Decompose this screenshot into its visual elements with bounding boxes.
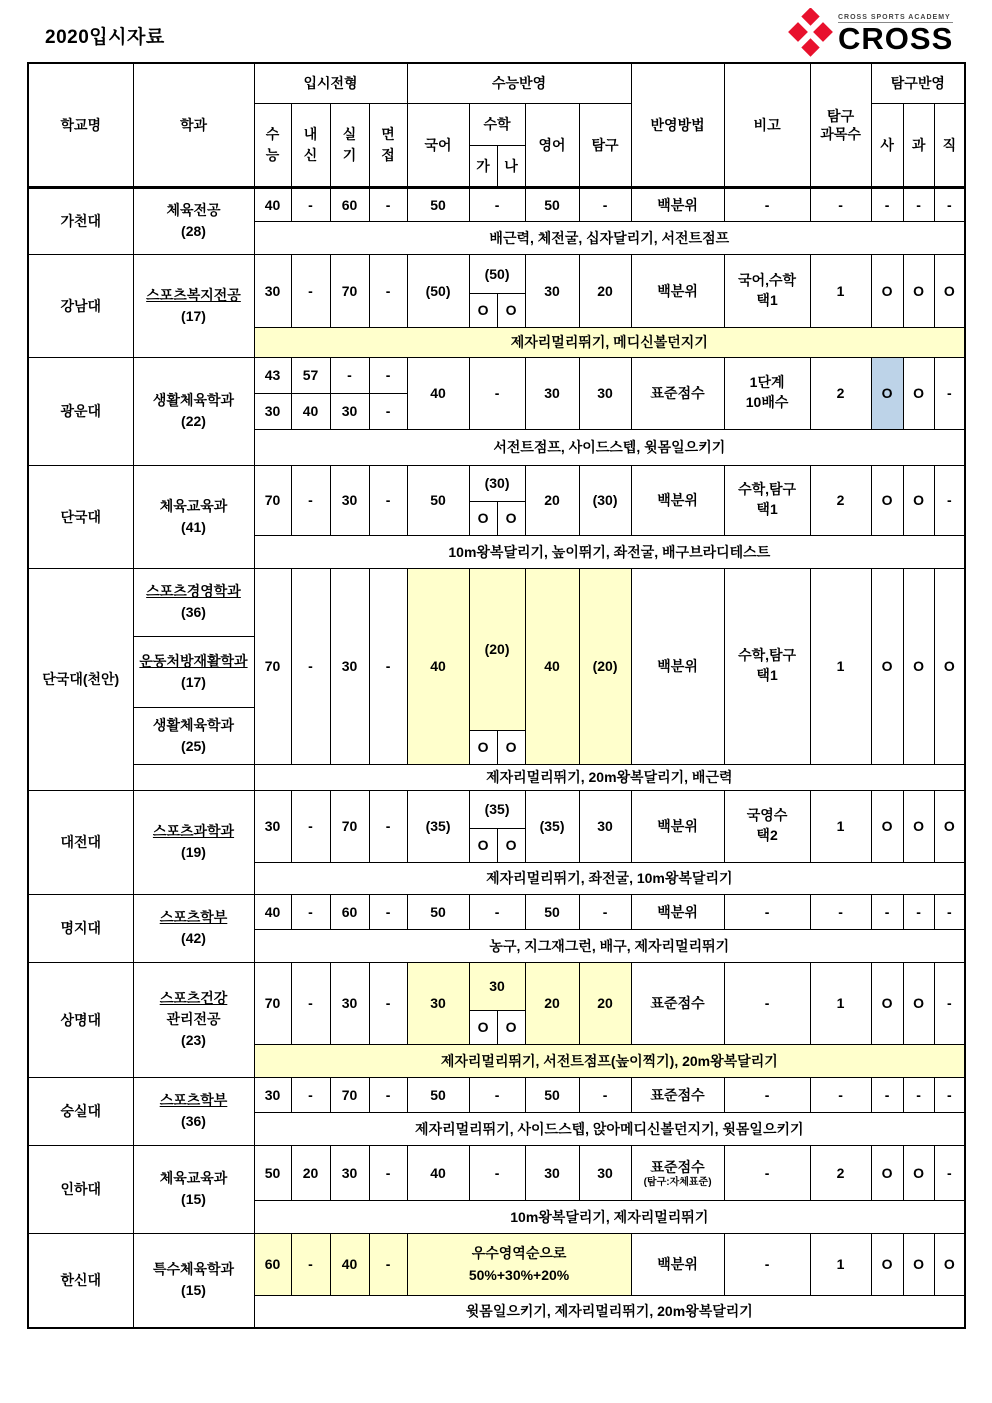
score-cell: -: [291, 790, 330, 862]
score-cell: 50: [407, 1077, 469, 1112]
score-cell: 30: [330, 393, 369, 429]
score-cell: -: [579, 894, 631, 929]
sa-cell: O: [871, 1233, 903, 1295]
note-cell: -: [724, 962, 810, 1044]
score-cell: (20): [579, 568, 631, 764]
table-row: [28, 568, 965, 637]
math-split-cell: (30) O O: [469, 465, 525, 535]
score-cell: 30: [579, 1145, 631, 1200]
events-cell: 10m왕복달리기, 제자리멀리뛰기: [254, 1200, 965, 1233]
sa-cell: O: [871, 254, 903, 327]
method-cell: 표준점수 (탐구:자체표준): [631, 1145, 724, 1200]
method-cell: 백분위: [631, 790, 724, 862]
jik-cell: -: [934, 1077, 965, 1112]
jik-cell: -: [934, 357, 965, 429]
dept-cell: 생활체육학과 (22): [133, 357, 254, 465]
jik-cell: -: [934, 894, 965, 929]
gwa-cell: -: [903, 187, 934, 221]
score-cell: -: [469, 1145, 525, 1200]
score-cell: 30: [330, 465, 369, 535]
col-header-english: 영어: [525, 103, 579, 187]
score-cell: 40: [291, 393, 330, 429]
col-group-admission: 입시전형: [254, 63, 407, 103]
sa-cell: O: [871, 962, 903, 1044]
score-cell: -: [469, 1077, 525, 1112]
score-cell: -: [291, 962, 330, 1044]
score-cell: 30: [254, 790, 291, 862]
score-cell: -: [369, 962, 407, 1044]
score-cell: -: [369, 1233, 407, 1295]
math-split-cell: 30 O O: [469, 962, 525, 1044]
gwa-cell: O: [903, 254, 934, 327]
col-header-korean: 국어: [407, 103, 469, 187]
score-cell: -: [291, 1233, 330, 1295]
events-cell: 제자리멀리뛰기, 메디신볼던지기: [254, 327, 965, 357]
score-cell: -: [369, 568, 407, 764]
dept-cell: 스포츠복지전공 (17): [133, 254, 254, 357]
count-cell: 1: [810, 1233, 871, 1295]
col-header-tamgu: 탐구: [579, 103, 631, 187]
score-cell: -: [469, 894, 525, 929]
school-cell: 인하대: [28, 1145, 133, 1233]
score-cell: 20: [579, 962, 631, 1044]
jik-cell: -: [934, 962, 965, 1044]
gwa-cell: O: [903, 962, 934, 1044]
score-cell: 20: [291, 1145, 330, 1200]
gwa-cell: O: [903, 357, 934, 429]
score-cell: 50: [525, 1077, 579, 1112]
score-cell: 70: [330, 1077, 369, 1112]
table-row: [28, 764, 965, 790]
dept-cell: 체육전공 (28): [133, 187, 254, 254]
score-cell: 30: [525, 357, 579, 429]
score-cell: 60: [254, 1233, 291, 1295]
score-cell: -: [469, 187, 525, 221]
score-cell: 40: [254, 894, 291, 929]
score-cell: -: [369, 1077, 407, 1112]
logo-tagline: CROSS SPORTS ACADEMY: [838, 14, 953, 23]
score-cell: 20: [579, 254, 631, 327]
score-cell: -: [579, 187, 631, 221]
method-cell: 표준점수: [631, 962, 724, 1044]
note-cell: -: [724, 1077, 810, 1112]
school-cell: 단국대: [28, 465, 133, 568]
score-cell: -: [291, 568, 330, 764]
col-header-jik: 직: [934, 103, 965, 187]
csat-merged-cell: 우수영역순으로 50%+30%+20%: [407, 1233, 631, 1295]
gwa-cell: O: [903, 465, 934, 535]
score-cell: 30: [330, 1145, 369, 1200]
col-header-gwa: 과: [903, 103, 934, 187]
note-cell: 수학,탐구 택1: [724, 568, 810, 764]
count-cell: 2: [810, 465, 871, 535]
dept-cell: 스포츠건강 관리전공 (23): [133, 962, 254, 1077]
note-cell: -: [724, 1145, 810, 1200]
col-header-sa: 사: [871, 103, 903, 187]
col-header-csat-score: 수능: [254, 103, 291, 187]
count-cell: 2: [810, 1145, 871, 1200]
score-cell: -: [469, 357, 525, 429]
dept-cell: 체육교육과 (41): [133, 465, 254, 568]
method-cell: 표준점수: [631, 357, 724, 429]
col-group-csat: 수능반영: [407, 63, 631, 103]
school-cell: 가천대: [28, 187, 133, 254]
score-cell: 30: [579, 790, 631, 862]
events-cell: 제자리멀리뛰기, 20m왕복달리기, 배근력: [254, 764, 965, 790]
note-cell: -: [724, 894, 810, 929]
school-cell: 한신대: [28, 1233, 133, 1328]
score-cell: -: [291, 894, 330, 929]
score-cell: 70: [330, 254, 369, 327]
gwa-cell: -: [903, 1077, 934, 1112]
note-cell: 국어,수학 택1: [724, 254, 810, 327]
score-cell: 57: [291, 357, 330, 393]
note-cell: -: [724, 1233, 810, 1295]
events-cell: 제자리멀리뛰기, 사이드스텝, 앉아메디신볼던지기, 윗몸일으키기: [254, 1112, 965, 1145]
dept-cell: 스포츠경영학과 (36): [133, 568, 254, 637]
count-cell: 2: [810, 357, 871, 429]
method-cell: 백분위: [631, 894, 724, 929]
score-cell: 40: [407, 357, 469, 429]
jik-cell: O: [934, 1233, 965, 1295]
score-cell: 40: [525, 568, 579, 764]
jik-cell: -: [934, 187, 965, 221]
count-cell: 1: [810, 568, 871, 764]
score-cell: 50: [525, 187, 579, 221]
dept-cell: 스포츠과학과 (19): [133, 790, 254, 894]
cross-diamonds-icon: [788, 8, 834, 58]
table-row: [28, 790, 965, 862]
school-cell: 명지대: [28, 894, 133, 962]
note-cell: 1단계 10배수: [724, 357, 810, 429]
table-row: [28, 1145, 965, 1200]
dept-cell: 스포츠학부 (42): [133, 894, 254, 962]
method-cell: 백분위: [631, 568, 724, 764]
logo-brand: CROSS: [838, 21, 954, 56]
col-header-practical: 실기: [330, 103, 369, 187]
dept-cell: 생활체육학과 (25): [133, 707, 254, 764]
score-cell: 40: [407, 568, 469, 764]
count-cell: 1: [810, 962, 871, 1044]
score-cell: -: [369, 894, 407, 929]
score-cell: 30: [407, 962, 469, 1044]
score-cell: -: [369, 357, 407, 393]
events-cell: 배근력, 체전굴, 십자달리기, 서전트점프: [254, 221, 965, 254]
score-cell: (50): [407, 254, 469, 327]
jik-cell: -: [934, 1145, 965, 1200]
jik-cell: O: [934, 254, 965, 327]
jik-cell: O: [934, 790, 965, 862]
score-cell: 30: [525, 254, 579, 327]
col-header-school: 학교명: [28, 63, 133, 187]
table-row: [28, 357, 965, 393]
score-cell: 50: [254, 1145, 291, 1200]
sa-cell: O: [871, 568, 903, 764]
school-cell: 상명대: [28, 962, 133, 1077]
score-cell: 20: [525, 962, 579, 1044]
school-cell: 단국대(천안): [28, 568, 133, 790]
sa-cell: -: [871, 187, 903, 221]
table-row: [28, 187, 965, 221]
events-cell: 윗몸일으키기, 제자리멀리뛰기, 20m왕복달리기: [254, 1295, 965, 1328]
method-cell: 백분위: [631, 254, 724, 327]
school-cell: 광운대: [28, 357, 133, 465]
score-cell: 70: [254, 465, 291, 535]
score-cell: 43: [254, 357, 291, 393]
score-cell: 50: [407, 894, 469, 929]
score-cell: -: [579, 1077, 631, 1112]
count-cell: -: [810, 894, 871, 929]
score-cell: -: [369, 187, 407, 221]
table-row: [28, 254, 965, 327]
score-cell: 60: [330, 894, 369, 929]
score-cell: (35): [525, 790, 579, 862]
school-cell: 숭실대: [28, 1077, 133, 1145]
col-group-inquiry: 탐구반영: [871, 63, 965, 103]
score-cell: 40: [254, 187, 291, 221]
dept-cell: 스포츠학부 (36): [133, 1077, 254, 1145]
score-cell: 30: [254, 1077, 291, 1112]
events-cell: 농구, 지그재그런, 배구, 제자리멀리뛰기: [254, 929, 965, 962]
sa-cell: -: [871, 1077, 903, 1112]
sa-cell: O: [871, 790, 903, 862]
cross-logo: [788, 8, 953, 58]
gwa-cell: O: [903, 1145, 934, 1200]
score-cell: -: [330, 357, 369, 393]
table-row: [28, 1077, 965, 1112]
score-cell: 30: [330, 568, 369, 764]
math-split-cell: (50) O O: [469, 254, 525, 327]
events-cell: 10m왕복달리기, 높이뛰기, 좌전굴, 배구브라디테스트: [254, 535, 965, 568]
score-cell: 60: [330, 187, 369, 221]
table-row: [28, 962, 965, 1044]
score-cell: 50: [407, 465, 469, 535]
col-header-gpa: 내신: [291, 103, 330, 187]
score-cell: -: [369, 254, 407, 327]
gwa-cell: O: [903, 790, 934, 862]
events-cell: 제자리멀리뛰기, 좌전굴, 10m왕복달리기: [254, 862, 965, 894]
score-cell: 30: [254, 393, 291, 429]
gwa-cell: -: [903, 894, 934, 929]
score-cell: 20: [525, 465, 579, 535]
method-cell: 백분위: [631, 1233, 724, 1295]
score-cell: -: [291, 254, 330, 327]
score-cell: 70: [330, 790, 369, 862]
col-header-math: 수학: [469, 103, 525, 145]
score-cell: -: [369, 393, 407, 429]
note-cell: 수학,탐구 택1: [724, 465, 810, 535]
table-row: [28, 1233, 965, 1295]
dept-cell: 운동처방재활학과 (17): [133, 637, 254, 708]
col-header-inquiry-count: 탐구 과목수: [810, 63, 871, 187]
col-header-math-ga: 가: [469, 145, 497, 187]
score-cell: -: [369, 465, 407, 535]
dept-cell: 체육교육과 (15): [133, 1145, 254, 1233]
note-cell: -: [724, 187, 810, 221]
score-cell: 40: [330, 1233, 369, 1295]
score-cell: -: [291, 187, 330, 221]
school-cell: 강남대: [28, 254, 133, 357]
score-cell: 30: [525, 1145, 579, 1200]
col-header-interview: 면접: [369, 103, 407, 187]
score-cell: 40: [407, 1145, 469, 1200]
score-cell: 30: [579, 357, 631, 429]
score-cell: -: [369, 1145, 407, 1200]
math-split-cell: (20) O O: [469, 568, 525, 764]
gwa-cell: O: [903, 1233, 934, 1295]
page-title: 2020입시자료: [45, 27, 165, 48]
score-cell: (35): [407, 790, 469, 862]
count-cell: -: [810, 187, 871, 221]
score-cell: 50: [407, 187, 469, 221]
note-cell: 국영수 택2: [724, 790, 810, 862]
col-header-dept: 학과: [133, 63, 254, 187]
count-cell: 1: [810, 790, 871, 862]
score-cell: (30): [579, 465, 631, 535]
col-header-note: 비고: [724, 63, 810, 187]
score-cell: 30: [330, 962, 369, 1044]
score-cell: 50: [525, 894, 579, 929]
count-cell: -: [810, 1077, 871, 1112]
table-row: [28, 894, 965, 929]
score-cell: 30: [254, 254, 291, 327]
jik-cell: -: [934, 465, 965, 535]
method-cell: 백분위: [631, 465, 724, 535]
method-cell: 백분위: [631, 187, 724, 221]
math-split-cell: (35) O O: [469, 790, 525, 862]
sa-cell: -: [871, 894, 903, 929]
col-header-math-na: 나: [497, 145, 525, 187]
score-cell: 70: [254, 568, 291, 764]
score-cell: -: [291, 465, 330, 535]
method-cell: 표준점수: [631, 1077, 724, 1112]
sa-cell: O: [871, 1145, 903, 1200]
sa-cell: O: [871, 465, 903, 535]
count-cell: 1: [810, 254, 871, 327]
empty-cell: [133, 764, 254, 790]
school-cell: 대전대: [28, 790, 133, 894]
sa-cell: O: [871, 357, 903, 429]
score-cell: -: [291, 1077, 330, 1112]
events-cell: 제자리멀리뛰기, 서전트점프(높이찍기), 20m왕복달리기: [254, 1044, 965, 1077]
jik-cell: O: [934, 568, 965, 764]
admissions-table: [27, 62, 966, 1329]
events-cell: 서전트점프, 사이드스텝, 윗몸일으키기: [254, 429, 965, 465]
table-row: [28, 465, 965, 535]
score-cell: -: [369, 790, 407, 862]
gwa-cell: O: [903, 568, 934, 764]
dept-cell: 특수체육학과 (15): [133, 1233, 254, 1328]
score-cell: 70: [254, 962, 291, 1044]
col-header-method: 반영방법: [631, 63, 724, 187]
